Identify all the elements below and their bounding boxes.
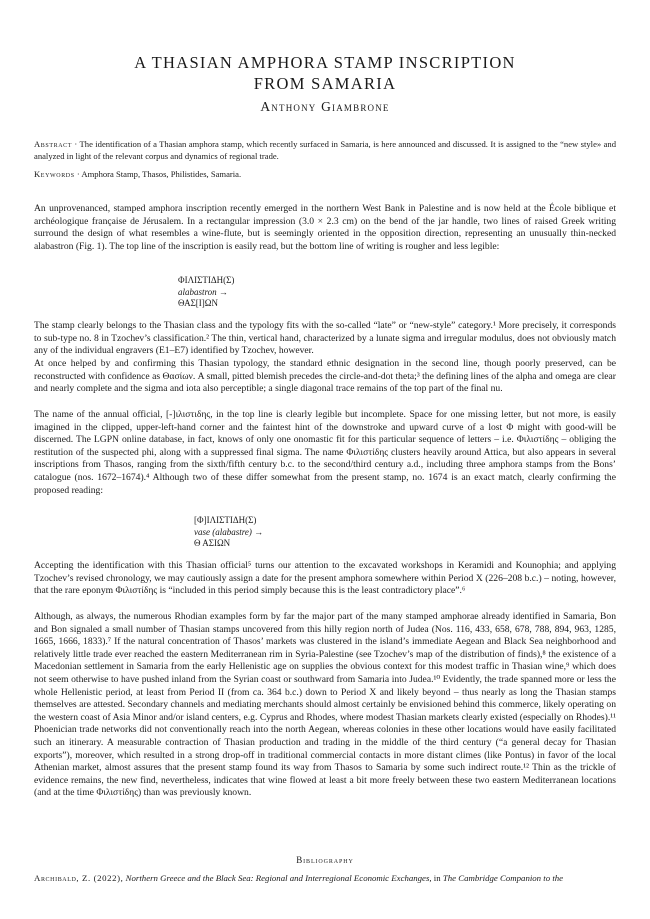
inscription-2-line-1: [Φ]ΙΛΙΣΤΙΔΗ(Σ) [194, 515, 257, 525]
paragraph-4: The name of the annual official, [-]ιλιστιδης, in the top line is clearly legible but incomplete. Space for one missing letter, but not more, is easily imagined in the clipped, upper-left-hand corner and the faintest hint of the downstroke and upward curve of a lost Φ might with good-will be discerned. The LGPN online database, in fact, knows of only one onomastic fit for this particular sequence of letters – i.e. Φιλιστίδης – obliging the restitution of the suspected phi, along with a suppressed final sigma. The name Φιλιστίδης clusters heavily around Attica, but also appears in several inscriptions from Thasos, ranging from the sixth/fifth century b.c. to the second/third century a.d., including three amphora stamps from the Bons’ catalogue (nos. 1672–1674).⁴ Although two of these differ somewhat from the present stamp, no. 1674 is an exact match, clearly confirming the proposed reading: [34, 409, 616, 496]
paragraph-5: Accepting the identification with this Thasian official⁵ turns our attention to the excavated workshops in Keramidi and Kounophia; and applying Tzochev’s revised chronology, we may cautiously assign a date for the present amphora somewhere within Period X (226–208 b.c.) – noting, however, that the rare eponym Φιλιστίδης is “included in this period simply because this is the least contradictory place”.⁶ [34, 560, 616, 597]
paragraph-1: An unprovenanced, stamped amphora inscription recently emerged in the northern West Bank in Palestine and is now held at the École biblique et archéologique française de Jérusalem. In a rectangular impression (3.0 × 2.3 cm) on the bend of the jar handle, two lines of raised Greek writing surround the design of what resembles a wine-flute, but is seemingly oriented in the opposition direction, representing an unusually thin-necked alabastron (Fig. 1). The top line of the inscription is easily read, but the bottom line of writing is rougher and less legible: [34, 203, 616, 252]
paragraph-3: At once helped by and confirming this Thasian typology, the standard ethnic designation in the second line, though poorly preserved, can be reconstructed with confidence as Θασίων. A small, pitted blemish precedes the circle-and-dot theta;³ the defining lines of the alpha and omega are clear and nearly complete and the sigma and iota also perceptible; a single diagonal trace remains of the top part of the final nu. [34, 358, 616, 395]
abstract-label: Abstract [34, 139, 73, 149]
author-name: Anthony Giambrone [260, 99, 390, 114]
bibliography-in: in [433, 873, 441, 883]
inscription-1-line-3: ΘΑΣ[Ι]ΩΝ [178, 298, 218, 308]
title-line-1: A THASIAN AMPHORA STAMP INSCRIPTION [134, 53, 516, 72]
keywords-label: Keywords [34, 169, 75, 179]
inscription-2-line-3: Θ ΑΣΙΩΝ [194, 538, 231, 548]
bibliography-book: The Cambridge Companion to the [442, 873, 564, 883]
inscription-1-line-1: ΦΙΛΙΣΤΙΔΗ(Σ) [178, 275, 235, 285]
inscription-reading-1 [178, 275, 234, 310]
article-title [34, 52, 616, 94]
keywords [34, 168, 616, 180]
abstract-separator: · [72, 139, 80, 149]
abstract-text: The identification of a Thasian amphora stamp, which recently surfaced in Samaria, is here announced and discussed. It is assigned to the “new style» and analyzed in light of the relevant corpus and dynamics of regional trade. [34, 139, 616, 161]
abstract [34, 138, 616, 162]
inscription-reading-2 [194, 515, 263, 550]
bibliography-title: Northern Greece and the Black Sea: Regional and Interregional Economic Exchanges, [125, 873, 432, 883]
keywords-separator: · [74, 169, 82, 179]
bibliography-entry [34, 872, 616, 884]
bibliography-author: Archibald, Z. (2022), [34, 873, 124, 883]
paragraph-2: The stamp clearly belongs to the Thasian class and the typology fits with the so-called “late” or “new-style” category.¹ More precisely, it corresponds to sub-type no. 8 in Tzochev’s classification.² The thin, vertical hand, characterized by a lunate sigma and irregular modulus, does not obviously match any of the individual engravers (E1–E7) identified by Tzochev, however. [34, 320, 616, 357]
inscription-2-line-2: vase (alabastre) → [194, 526, 264, 537]
bibliography-heading: Bibliography [296, 855, 354, 865]
keywords-text: Amphora Stamp, Thasos, Philistides, Samaria. [81, 169, 242, 179]
paragraph-6: Although, as always, the numerous Rhodian examples form by far the major part of the many stamped amphorae already identified in Samaria, Bon and Bon signaled a small number of Thasian stamps uncovered from this hilly region north of Judea (Nos. 116, 433, 658, 678, 788, 894, 963, 1285, 1665, 1666, 1833).⁷ If the natural concentration of Thasos’ markets was clustered in the island’s immediate Aegean and Black Sea neighborhood and relatively little trade ever reached the eastern Mediterranean rim in Syria-Palestine (see Tzochev’s map of the distribution of finds),⁸ the existence of a Macedonian settlement in Samaria from the early Hellenistic age on supplies the obvious context for this modest traffic in Thasian wine,⁹ which does not seem otherwise to have pushed inland from the Syrian coast or southward from Samaria into Judea.¹⁰ Evidently, the trade spanned more or less the whole Hellenistic period, at least from Period II (from ca. 364 b.c.) down to Period X and likely beyond – thus nearly as long the Thasian stamps themselves are attested. Secondary channels and mediating merchants should almost certainly be envisioned behind this commerce, likely operating on the western coast of Asia Minor and/or island centers, e.g. Cyprus and Rhodes, where modest Thasian markets clearly existed (especially on Rhodes).¹¹ Phoenician trade networks did not conventionally reach into the north Aegean, whereas colonies in these other locations would have easily facilitated such an itinerary. A measurable contraction of Thasian production and trading in the middle of the third century (“a general decay for Thasian exports”), moreover, which resulted in a strong drop-off in traditional commercial contacts in more distant climes (like Pontus) in favor of the local Athenian market, almost assures that the present stamp found its way from Thasos to Samaria by some such indirect route.¹² Thin as the trickle of evidence remains, the new find, nevertheless, indicates that wine flowed at least a bit more freely between these two eastern Mediterranean locations (and at the time Φιλιστίδης) than was previously known. [34, 611, 616, 799]
title-line-2: FROM SAMARIA [253, 74, 397, 93]
inscription-1-line-2: alabastron → [178, 286, 228, 297]
